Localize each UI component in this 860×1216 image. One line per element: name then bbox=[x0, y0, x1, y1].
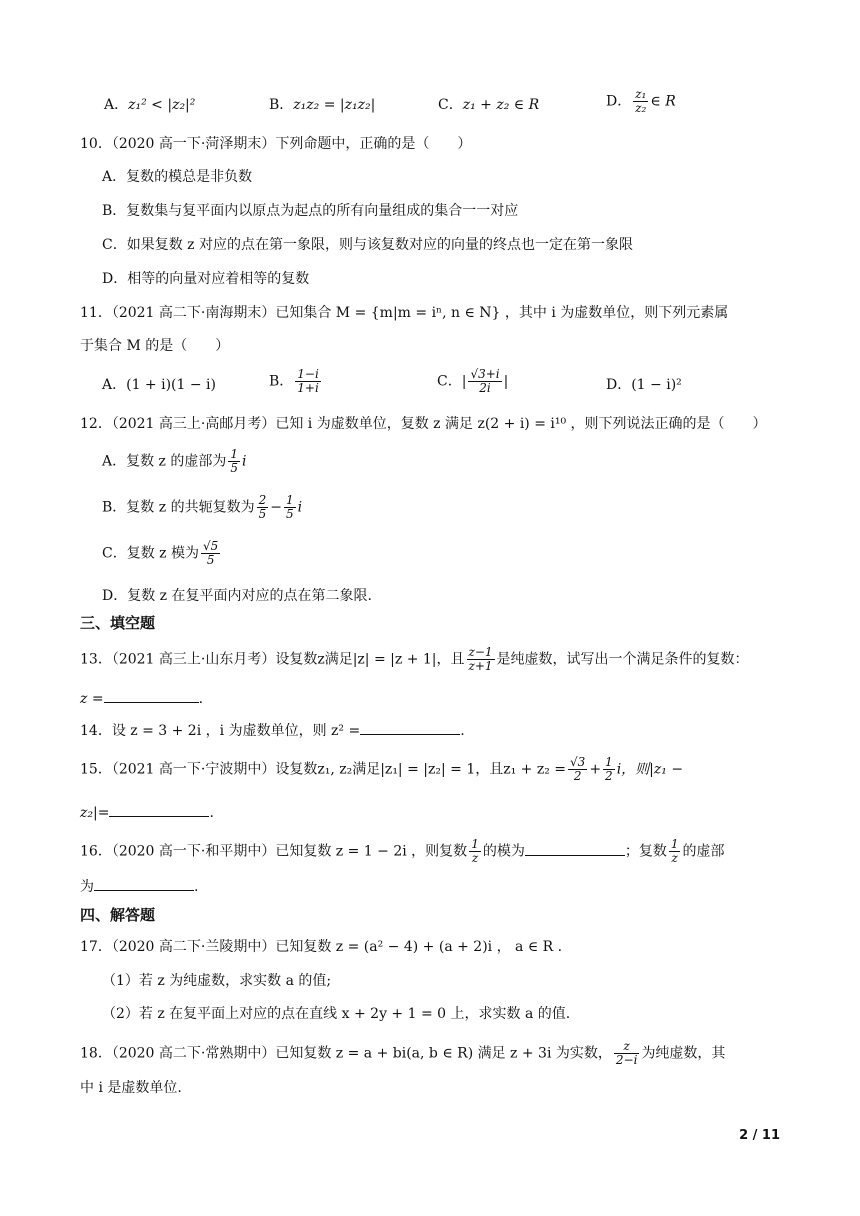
page-number: 2 / 11 bbox=[739, 1128, 780, 1143]
q12-stem: 12．（2021 高三上·高邮月考）已知 i 为虚数单位，复数 z 满足 z(2 + i) = i¹⁰ ，则下列说法正确的是（ ） bbox=[80, 416, 767, 432]
section-fill-in-heading: 三、填空题 bbox=[80, 614, 156, 632]
q18-stem-line2: 中 i 是虚数单位. bbox=[80, 1080, 182, 1096]
q13-answer-blank[interactable] bbox=[104, 688, 199, 703]
q15-answer-blank[interactable] bbox=[109, 802, 209, 817]
q9-option-b: B．z₁z₂ = |z₁z₂| bbox=[269, 97, 376, 113]
q9-option-c: C．z₁ + z₂ ∈ R bbox=[438, 97, 540, 113]
q14: 14．设 z = 3 + 2i ，i 为虚数单位，则 z² = . bbox=[80, 720, 780, 742]
q14-answer-blank[interactable] bbox=[360, 720, 460, 735]
q11-option-b: B． $\frac{1-i}{1+i}$ bbox=[269, 367, 319, 395]
q13-stem: 13．（2021 高三上·山东月考）设复数z满足|z| = |z + 1|，且 $\frac{z-1}{z+1}$ 是纯虚数，试写出一个满足条件的复数： bbox=[80, 645, 749, 673]
q17-part1: （1）若 z 为纯虚数，求实数 a 的值; bbox=[102, 973, 332, 989]
q15-line2: z₂|= . bbox=[80, 802, 780, 824]
q16-modulus-blank[interactable] bbox=[525, 841, 625, 856]
q10-stem: 10．（2020 高一下·菏泽期末）下列命题中，正确的是（ ） bbox=[80, 136, 472, 152]
q9-option-d: D． $\frac{\text{z₁}}{\text{z₂}}$ ∈ R bbox=[606, 87, 676, 115]
q11-option-a: A．(1 + i)(1 − i) bbox=[102, 377, 216, 393]
q10-option-d: D．相等的向量对应着相等的复数 bbox=[102, 271, 310, 287]
q12-option-c: C．复数 z 模为 $\frac{√5}{5}$ bbox=[102, 539, 219, 567]
q12-option-d: D．复数 z 在复平面内对应的点在第二象限. bbox=[102, 588, 372, 604]
q12-option-b: B．复数 z 的共轭复数为 $\frac{2}{5}$ − $\frac{1}{5}$ i bbox=[102, 493, 303, 521]
q16-imag-blank[interactable] bbox=[94, 876, 194, 891]
q10-option-c: C．如果复数 z 对应的点在第一象限，则与该复数对应的向量的终点也一定在第一象限 bbox=[102, 237, 633, 253]
q13-answer: z = . bbox=[80, 688, 780, 710]
q17-part2: （2）若 z 在复平面上对应的点在直线 x + 2y + 1 = 0 上，求实数 a 的值. bbox=[102, 1006, 571, 1022]
q9-option-a: A．z₁² < |z₂|² bbox=[104, 97, 196, 113]
q10-option-a: A．复数的模总是非负数 bbox=[102, 169, 253, 185]
q15-line1: 15．（2021 高一下·宁波期中）设复数z₁, z₂满足|z₁| = |z₂| = 1，且z₁ + z₂ = $\frac{√3}{2}$ + $\frac{1}{2}$ i，则|z₁ − bbox=[80, 755, 684, 783]
q11-option-d: D．(1 − i)² bbox=[606, 377, 682, 393]
section-solve-heading: 四、解答题 bbox=[80, 906, 156, 924]
q11-stem-line2: 于集合 M 的是（ ） bbox=[80, 338, 230, 354]
q16-line2: 为 . bbox=[80, 876, 780, 898]
q16-line1: 16．（2020 高一下·和平期中）已知复数 z = 1 − 2i ，则复数 $\frac{1}{z}$ 的模为 ；复数 $\frac{1}{z}$ 的虚部 bbox=[80, 837, 725, 865]
q11-stem-line1: 11．（2021 高二下·南海期末）已知集合 M = {m|m = iⁿ, n ∈ N} ，其中 i 为虚数单位，则下列元素属 bbox=[80, 305, 729, 321]
q12-option-a: A．复数 z 的虚部为 $\frac{1}{5}$ i bbox=[102, 447, 247, 475]
q17-stem: 17．（2020 高二下·兰陵期中）已知复数 z = (a² − 4) + (a + 2)i ， a ∈ R . bbox=[80, 939, 563, 955]
q11-options bbox=[80, 368, 780, 404]
q18-stem-line1: 18．（2020 高二下·常熟期中）已知复数 z = a + bi(a, b ∈ R) 满足 z + 3i 为实数， $\frac{z}{2-i}$ 为纯虚数，其 bbox=[80, 1039, 726, 1067]
q11-option-c: C．| $\frac{√3+i}{2i}$ | bbox=[437, 367, 509, 395]
q10-option-b: B．复数集与复平面内以原点为起点的所有向量组成的集合一一对应 bbox=[102, 203, 519, 219]
